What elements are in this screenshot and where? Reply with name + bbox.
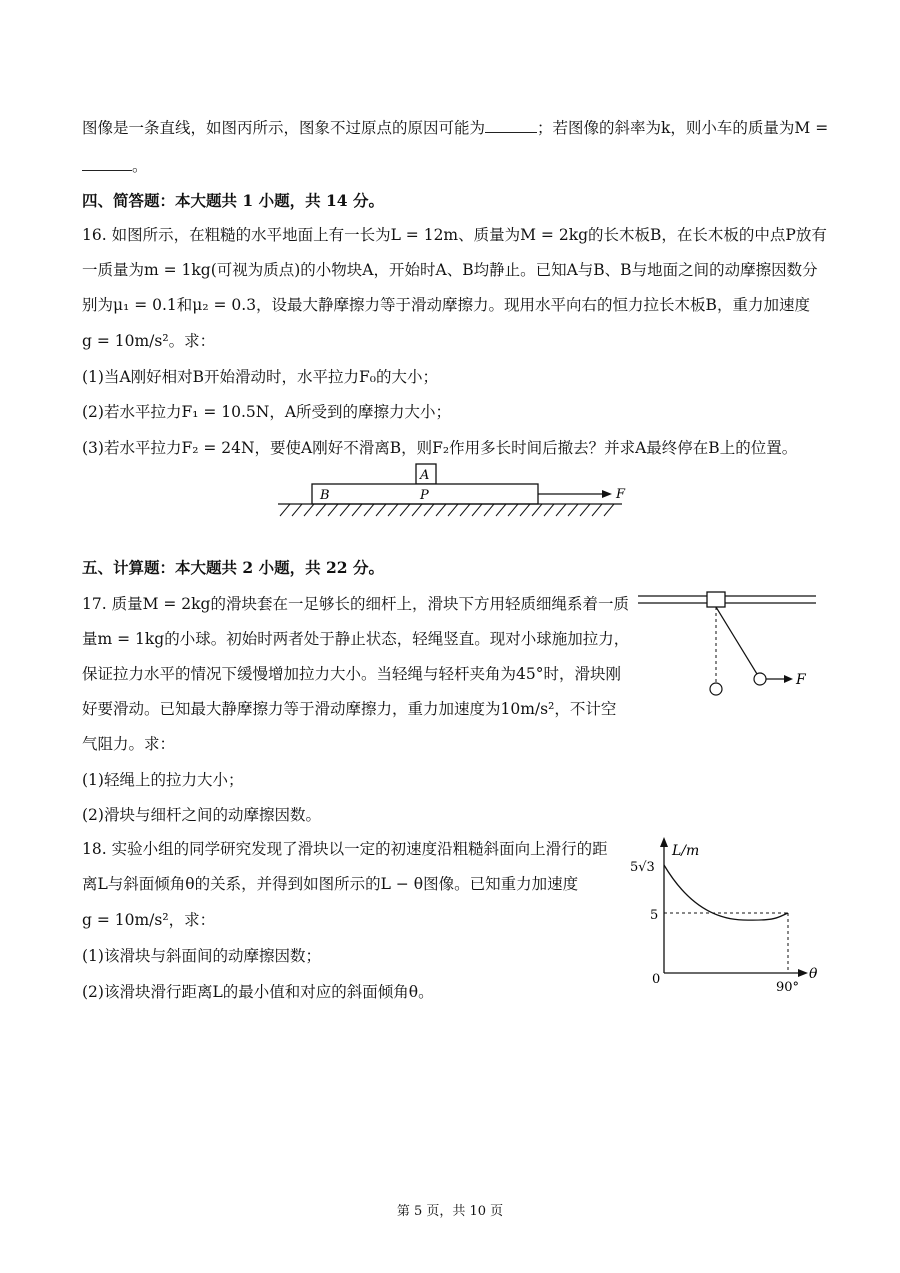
label-f: F: [616, 487, 626, 502]
line1-part-b: ；若图像的斜率为k，则小车的质量为M =: [537, 119, 829, 137]
figure-18-l-theta-graph: [628, 835, 828, 995]
q16-line-1: 16. 如图所示，在粗糙的水平地面上有一长为L = 12m、质量为M = 2kg的长木板B，在长木板的中点P放有: [82, 226, 827, 244]
y-tick-mid: 5: [650, 908, 659, 923]
text-line-1: [82, 117, 828, 139]
q17-line-1: 17. 质量M = 2kg的滑块套在一足够长的细杆上，滑块下方用轻质细绳系着一质: [82, 595, 629, 613]
x-axis-arrow: [798, 969, 808, 977]
ball-displaced: [754, 673, 766, 685]
q16-line-7: (3)若水平拉力F₂ = 24N，要使A刚好不滑离B，则F₂作用多长时间后撤去？并求A最终停在B上的位置。: [82, 439, 798, 457]
line1-part-a: 图像是一条直线，如图丙所示，图象不过原点的原因可能为: [82, 119, 486, 137]
q16-line-5: (1)当A刚好相对B开始滑动时，水平拉力F₀的大小；: [82, 368, 439, 386]
label-b: B: [320, 488, 330, 503]
q18-line-1: 18. 实验小组的同学研究发现了滑块以一定的初速度沿粗糙斜面向上滑行的距: [82, 840, 608, 858]
answer-blank-2[interactable]: [82, 156, 132, 171]
label-p: P: [420, 488, 429, 503]
figure-17-rod-slider: [636, 585, 818, 700]
ground-hatching: [280, 504, 614, 516]
label-f: F: [796, 672, 806, 688]
q16-line-6: (2)若水平拉力F₁ = 10.5N，A所受到的摩擦力大小；: [82, 403, 452, 421]
x-axis-label: θ: [809, 966, 818, 982]
label-a: A: [420, 468, 430, 483]
q16-line-3: 别为μ₁ = 0.1和μ₂ = 0.3，设最大静摩擦力等于滑动摩擦力。现用水平向右的恒力拉长木板B，重力加速度: [82, 296, 810, 314]
q17-line-6: (1)轻绳上的拉力大小；: [82, 771, 244, 789]
y-axis-arrow: [660, 837, 668, 847]
q18-line-3: g = 10m/s²，求：: [82, 911, 216, 929]
ball-initial: [710, 683, 722, 695]
rope-tilted: [716, 607, 757, 674]
y-tick-top: 5√3: [630, 860, 655, 875]
q17-line-5: 气阻力。求：: [82, 735, 176, 753]
figure-16-board-block: [270, 460, 630, 522]
page-footer: 第 5 页，共 10 页: [396, 1204, 504, 1219]
q16-line-4: g = 10m/s²。求：: [82, 332, 216, 350]
q18-line-5: (2)该滑块滑行距离L的最小值和对应的斜面倾角θ。: [82, 983, 434, 1001]
y-axis-label: L/m: [672, 843, 700, 859]
q16-line-2: 一质量为m = 1kg(可视为质点)的小物块A，开始时A、B均静止。已知A与B、B与地面之间的动摩擦因数分: [82, 261, 818, 279]
l-theta-curve: [664, 865, 788, 920]
q18-line-4: (1)该滑块与斜面间的动摩擦因数；: [82, 947, 321, 965]
section-5-heading: 五、计算题：本大题共 2 小题，共 22 分。: [82, 558, 384, 577]
q17-line-3: 保证拉力水平的情况下缓慢增加拉力大小。当轻绳与轻杆夹角为45°时，滑块刚: [82, 665, 621, 683]
q17-line-7: (2)滑块与细杆之间的动摩擦因数。: [82, 806, 321, 824]
answer-blank-1[interactable]: [485, 118, 537, 133]
slider-block: [707, 592, 725, 607]
origin-label: 0: [652, 972, 661, 987]
x-tick-end: 90°: [776, 980, 800, 995]
arrowhead-f: [784, 675, 793, 683]
text-line-2: [82, 155, 148, 177]
q18-line-2: 离L与斜面倾角θ的关系，并得到如图所示的L − θ图像。已知重力加速度: [82, 875, 579, 893]
q17-line-4: 好要滑动。已知最大静摩擦力等于滑动摩擦力，重力加速度为10m/s²，不计空: [82, 700, 617, 718]
section-4-heading: 四、简答题：本大题共 1 小题，共 14 分。: [82, 191, 384, 210]
q17-line-2: 量m = 1kg的小球。初始时两者处于静止状态，轻绳竖直。现对小球施加拉力，: [82, 630, 630, 648]
arrowhead-f: [602, 490, 612, 498]
line2-end: 。: [132, 157, 148, 175]
